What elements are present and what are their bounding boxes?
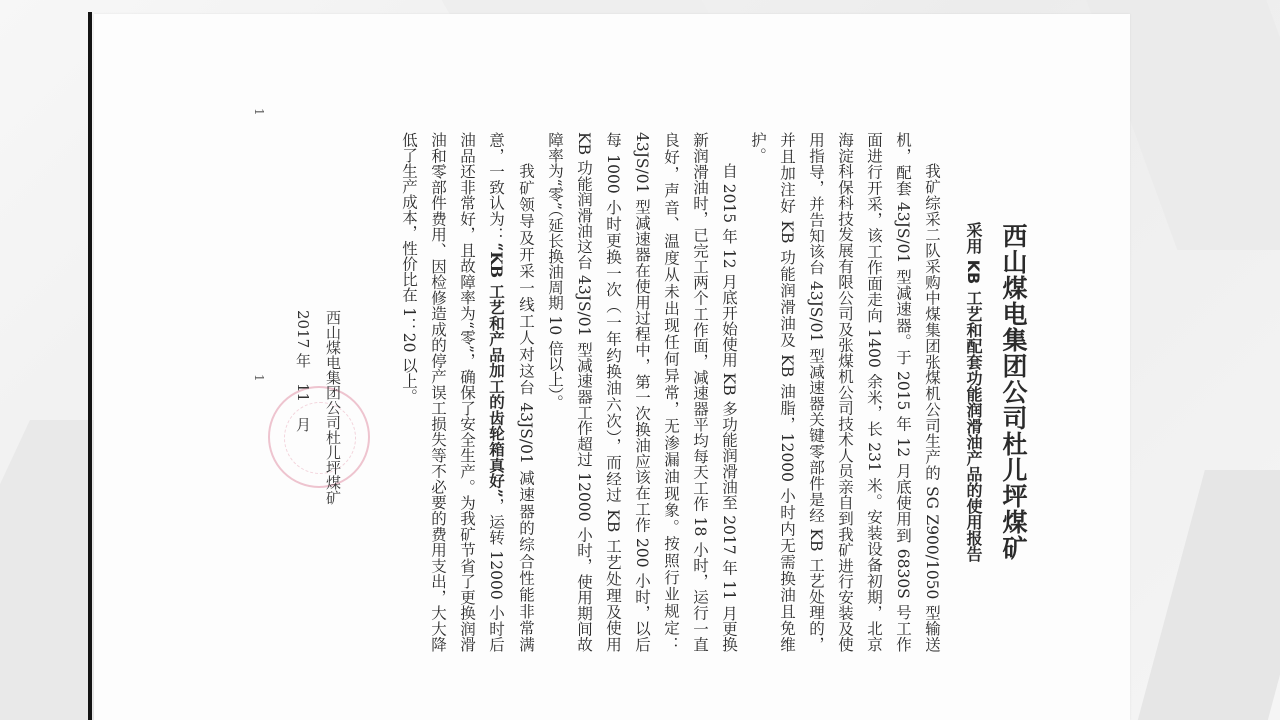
paragraph-3-tail: ，运转 12000 小时后油品还非常好，且故障率为“零”，确保了安全生产。为我矿节省了更换润滑油和零部件费用、因检修造成的停产误工损失等不必要的费用支出，大大降低了生产成本，性价比在 1：20 以上。 bbox=[400, 132, 505, 652]
paragraph-1: 我矿综采二队采购中煤集团张煤机公司生产的 SG Z900/1050 型输送机，配套 43JS/01 型减速器。于 2015 年 12 月底使用到 6830S 号工作面进行开采，该工作面走向 1400 余米，长 231 米。安装设备初期，北京海淀科保科技发展有限公司及张煤机公司技术人员亲自到我矿进行安装及使用指导，并告知该台 43JS/01 型减速器关键零部件是经 KB 工艺处理的，并且加注好 KB 功能润滑油及 KB 油脂，12000 小时内无需换油且免维护。 bbox=[749, 132, 941, 652]
paragraph-3-quote: “KB 工艺和产品加工的齿轮箱真好” bbox=[487, 242, 506, 498]
page-mark: 1 bbox=[252, 108, 266, 116]
signature-organization: 西山煤电集团公司杜儿坪煤矿 bbox=[324, 310, 342, 505]
scan-edge-bar bbox=[88, 12, 92, 720]
signature-date: 2017 年 11 月 bbox=[294, 310, 312, 433]
report-body bbox=[394, 132, 1031, 652]
paragraph-3-lead: 我矿领导及开采一线工人对这台 43JS/01 减速器的综合性能非常满意，一致认为： bbox=[487, 132, 535, 652]
page-mark: 1 bbox=[252, 374, 266, 382]
document-title: 西山煤电集团公司杜儿坪煤矿 bbox=[999, 223, 1028, 561]
background-shape bbox=[1135, 470, 1280, 720]
scanned-document-page bbox=[94, 14, 1130, 720]
document-subtitle: 采用 KB 工艺和配套功能润滑油产品的使用报告 bbox=[964, 222, 983, 562]
paragraph-3 bbox=[394, 132, 540, 652]
paragraph-2: 自 2015 年 12 月底开始使用 KB 多功能润滑油至 2017 年 11 月更换新润滑油时，已完工两个工作面，减速器平均每天工作 18 小时，运行一直良好，声音、温度从未出现任何异常，无渗漏油现象。按照行业规定：43JS/01 型减速器在使用过程中，第一次换油应该在工作 200 小时，以后每 1000 小时更换一次（一年约换油六次），而经过 KB 工艺处理及使用 KB 功能润滑油这台 43JS/01 型减速器工作超过 12000 小时，使用期间故障率为“零”（延长换油周期 10 倍以上）。 bbox=[546, 132, 738, 652]
signature-block bbox=[288, 310, 348, 505]
